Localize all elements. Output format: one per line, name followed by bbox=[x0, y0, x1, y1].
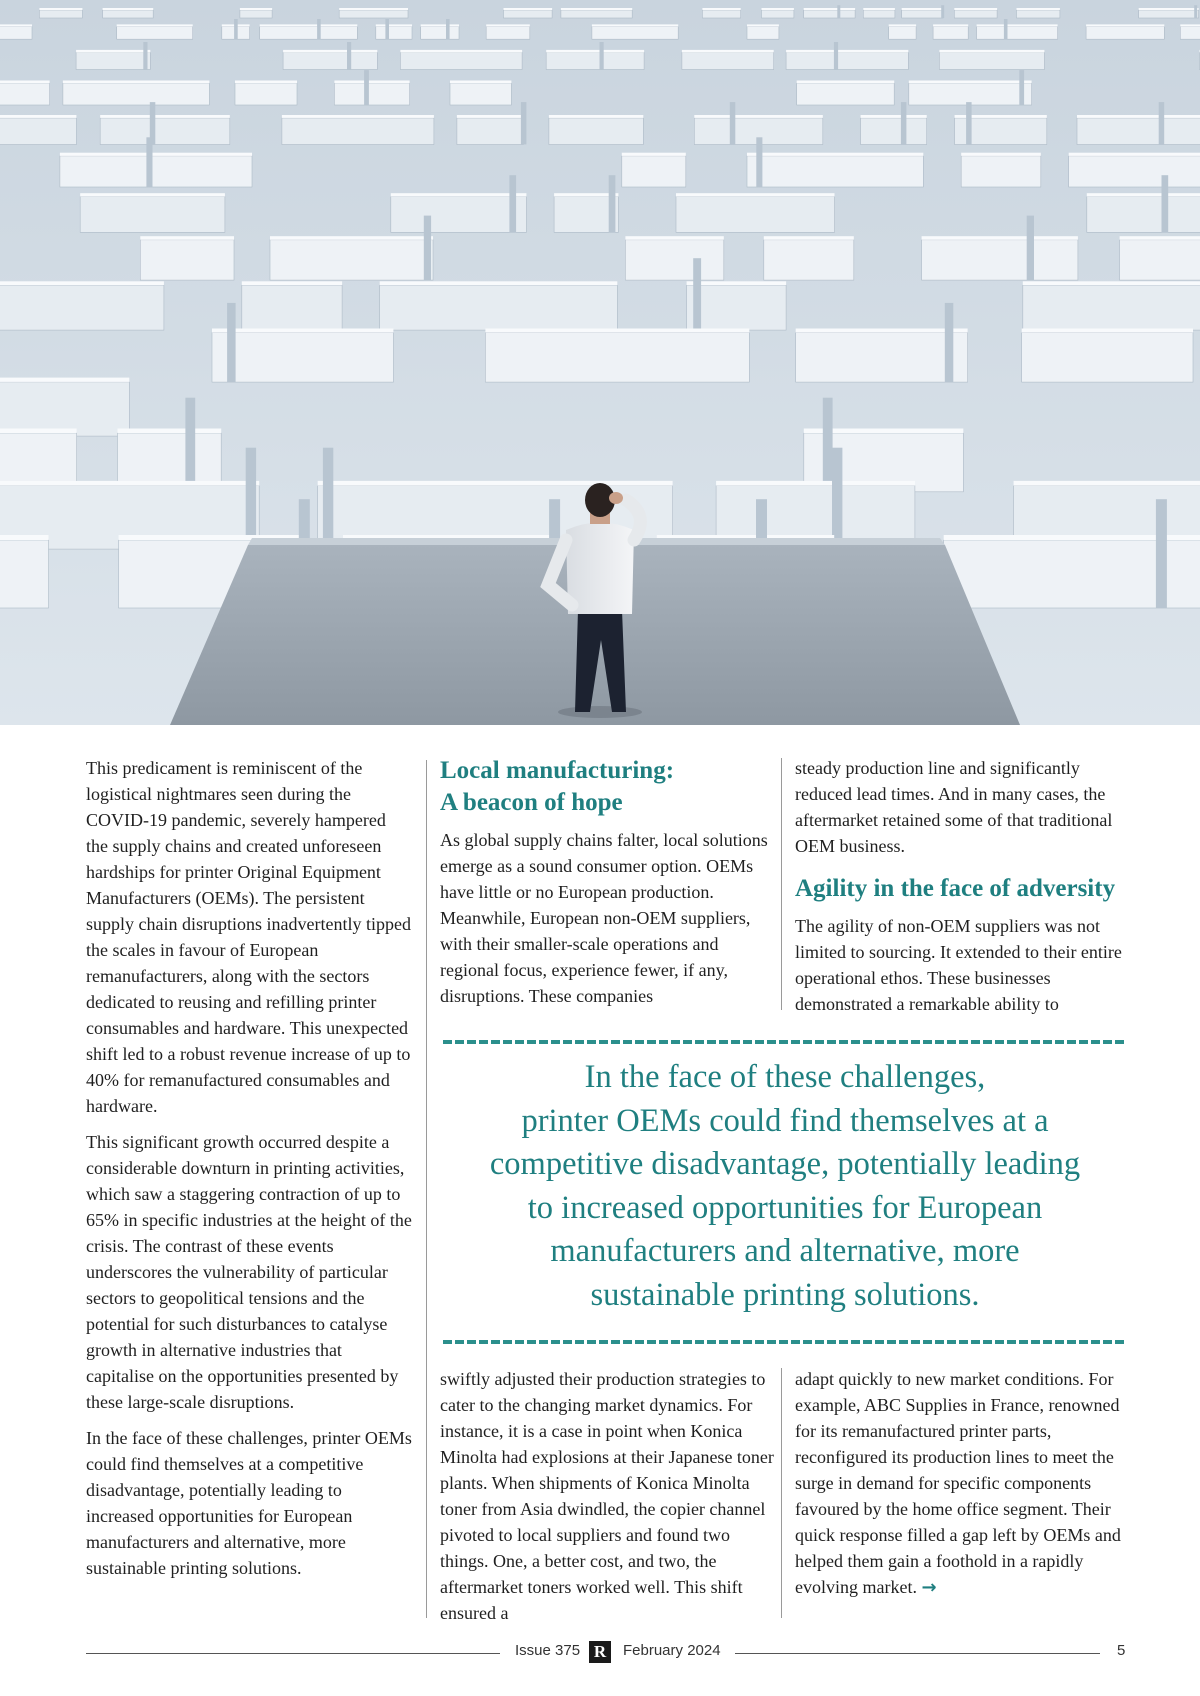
article-column-3-continued bbox=[795, 1366, 1135, 1611]
body-paragraph: This predicament is reminiscent of the logistical nightmares seen during the COVID-19 pandemic, severely hampered the supply chains and created unforeseen hardships for printer Original Equipment Manufacturers (OEMs). The persistent supply chain disruptions inadvertently tipped the scales in favour of European remanufacturers, along with the sectors dedicated to reusing and refilling printer consumables and hardware. This unexpected shift led to a robust revenue increase of up to 40% for remanufactured consumables and hardware. bbox=[86, 758, 411, 1116]
pull-quote-line: competitive disadvantage, potentially leading bbox=[489, 1146, 1081, 1183]
footer-rule-right bbox=[735, 1653, 1100, 1654]
body-paragraph: As global supply chains falter, local solutions emerge as a sound consumer option. OEMs have little or no European production. Meanwhile, European non-OEM suppliers, with their smaller-scale operations and regional focus, experience fewer, if any, disruptions. These companies bbox=[440, 830, 768, 1006]
footer-issue: Issue 375 bbox=[515, 1642, 581, 1659]
body-paragraph bbox=[795, 1366, 1135, 1601]
pull-quote-line: to increased opportunities for European bbox=[527, 1189, 1043, 1226]
column-divider bbox=[781, 1368, 782, 1618]
body-paragraph: steady production line and significantly reduced lead times. And in many cases, the aftermarket retained some of that traditional OEM business. bbox=[795, 758, 1113, 856]
article-column-2 bbox=[440, 755, 776, 1019]
page-number: 5 bbox=[1117, 1642, 1126, 1659]
pull-quote-line: printer OEMs could find themselves at a bbox=[521, 1102, 1049, 1139]
pull-quote-line: In the face of these challenges, bbox=[584, 1059, 986, 1095]
hero-maze-illustration bbox=[0, 0, 1200, 725]
pull-quote-line: manufacturers and alternative, more bbox=[550, 1233, 1020, 1270]
article-column-3 bbox=[795, 755, 1135, 1027]
heading-line: A beacon of hope bbox=[440, 789, 623, 816]
pull-quote-bottom-rule bbox=[443, 1340, 1127, 1344]
footer-rule-left bbox=[86, 1653, 500, 1654]
section-heading-local-manufacturing bbox=[440, 755, 776, 819]
body-text: adapt quickly to new market conditions. For example, ABC Supplies in France, renowned for its remanufactured printer parts, reconfigured its production lines to meet the surge in demand for specific components favoured by the home office segment. Their quick response filled a gap left by OEMs and helped them gain a foothold in a rapidly evolving market. bbox=[795, 1369, 1121, 1597]
pull-quote-top-rule bbox=[443, 1040, 1127, 1044]
column-divider bbox=[426, 760, 427, 1618]
section-heading-agility: Agility in the face of adversity bbox=[795, 875, 1116, 902]
footer-date: February 2024 bbox=[623, 1642, 721, 1659]
continue-arrow-icon[interactable]: → bbox=[921, 1577, 937, 1598]
publication-logo: R bbox=[589, 1641, 611, 1663]
body-paragraph: In the face of these challenges, printer OEMs could find themselves at a competitive disadvantage, potentially leading to increased opportunities for European manufacturers and alternative, more sustainable printing solutions. bbox=[86, 1428, 412, 1578]
article-column-1 bbox=[86, 755, 412, 1591]
body-paragraph: The agility of non-OEM suppliers was not limited to sourcing. It extended to their entire operational ethos. These businesses demonstrated a remarkable ability to bbox=[795, 916, 1122, 1014]
article-column-2-continued bbox=[440, 1366, 776, 1636]
heading-line: Local manufacturing: bbox=[440, 757, 675, 784]
pull-quote bbox=[443, 1056, 1127, 1318]
maze-picture bbox=[0, 0, 1200, 725]
body-paragraph: swiftly adjusted their production strategies to cater to the changing market dynamics. For instance, it is a case in point when Konica Minolta had explosions at their Japanese toner plants. When shipments of Konica Minolta toner from Asia dwindled, the copier channel pivoted to local suppliers and found two things. One, a better cost, and two, the aftermarket toners worked well. This shift ensured a bbox=[440, 1369, 774, 1623]
pull-quote-line: sustainable printing solutions. bbox=[590, 1276, 980, 1313]
body-paragraph: This significant growth occurred despite a considerable downturn in printing activities, which saw a staggering contraction of up to 65% in specific industries at the height of the crisis. The contrast of these events underscores the vulnerability of particular sectors to geopolitical tensions and the potential for such disturbances to catalyse growth in alternative industries that capitalise on the opportunities presented by these large-scale disruptions. bbox=[86, 1132, 412, 1412]
column-divider bbox=[781, 758, 782, 1010]
